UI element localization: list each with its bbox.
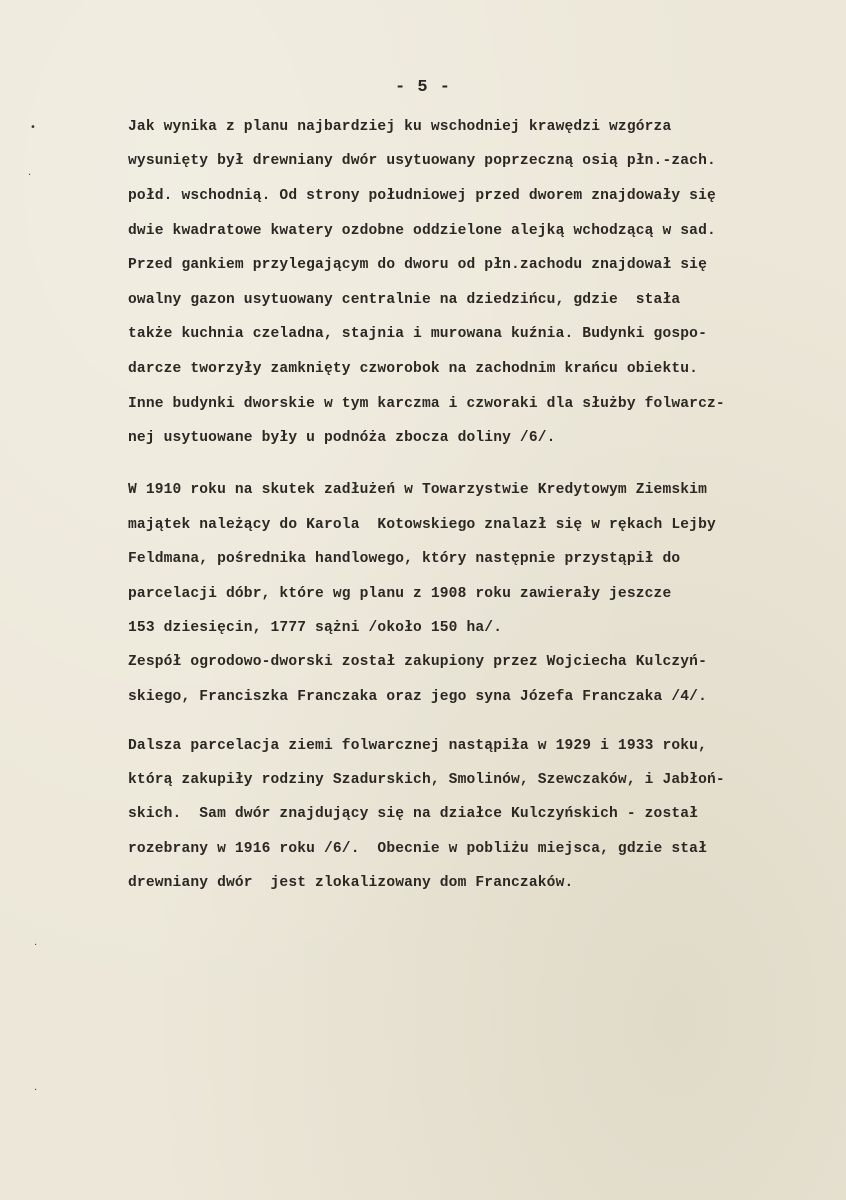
- text-line: owalny gazon usytuowany centralnie na dziedzińcu, gdzie stała: [128, 292, 681, 308]
- text-line: Dalsza parcelacja ziemi folwarcznej nastąpiła w 1929 i 1933 roku,: [128, 738, 707, 754]
- margin-speck: ·: [34, 940, 38, 951]
- text-line: drewniany dwór jest zlokalizowany dom Franczaków.: [128, 875, 574, 891]
- margin-speck: ·: [28, 170, 32, 181]
- margin-speck: ·: [34, 1085, 38, 1096]
- text-line: skich. Sam dwór znajdujący się na działce Kulczyńskich - został: [128, 806, 699, 822]
- text-line: Feldmana, pośrednika handlowego, który następnie przystąpił do: [128, 551, 681, 567]
- margin-speck: •: [30, 122, 36, 133]
- text-line: wysunięty był drewniany dwór usytuowany poprzeczną osią płn.-zach.: [128, 153, 716, 169]
- text-line: skiego, Franciszka Franczaka oraz jego syna Józefa Franczaka /4/.: [128, 689, 707, 705]
- text-line: 153 dziesięcin, 1777 sążni /około 150 ha/.: [128, 620, 503, 636]
- text-line: Zespół ogrodowo-dworski został zakupiony przez Wojciecha Kulczyń-: [128, 654, 707, 670]
- text-line: nej usytuowane były u podnóża zbocza doliny /6/.: [128, 430, 556, 446]
- page-number: - 5 -: [394, 78, 451, 97]
- text-line: darcze tworzyły zamknięty czworobok na zachodnim krańcu obiektu.: [128, 361, 699, 377]
- text-line: Przed gankiem przylegającym do dworu od płn.zachodu znajdował się: [128, 257, 707, 273]
- text-line: połd. wschodnią. Od strony południowej przed dworem znajdowały się: [128, 188, 716, 204]
- text-line: rozebrany w 1916 roku /6/. Obecnie w pobliżu miejsca, gdzie stał: [128, 841, 707, 857]
- text-line: dwie kwadratowe kwatery ozdobne oddzielone alejką wchodzącą w sad.: [128, 223, 716, 239]
- text-line: majątek należący do Karola Kotowskiego znalazł się w rękach Lejby: [128, 517, 716, 533]
- text-line: W 1910 roku na skutek zadłużeń w Towarzystwie Kredytowym Ziemskim: [128, 482, 707, 498]
- text-line: którą zakupiły rodziny Szadurskich, Smolinów, Szewczaków, i Jabłoń-: [128, 772, 725, 788]
- text-line: także kuchnia czeladna, stajnia i murowana kuźnia. Budynki gospo-: [128, 326, 707, 342]
- text-line: parcelacji dóbr, które wg planu z 1908 roku zawierały jeszcze: [128, 586, 672, 602]
- text-line: Inne budynki dworskie w tym karczma i czworaki dla służby folwarcz-: [128, 396, 725, 412]
- text-line: Jak wynika z planu najbardziej ku wschodniej krawędzi wzgórza: [128, 119, 672, 135]
